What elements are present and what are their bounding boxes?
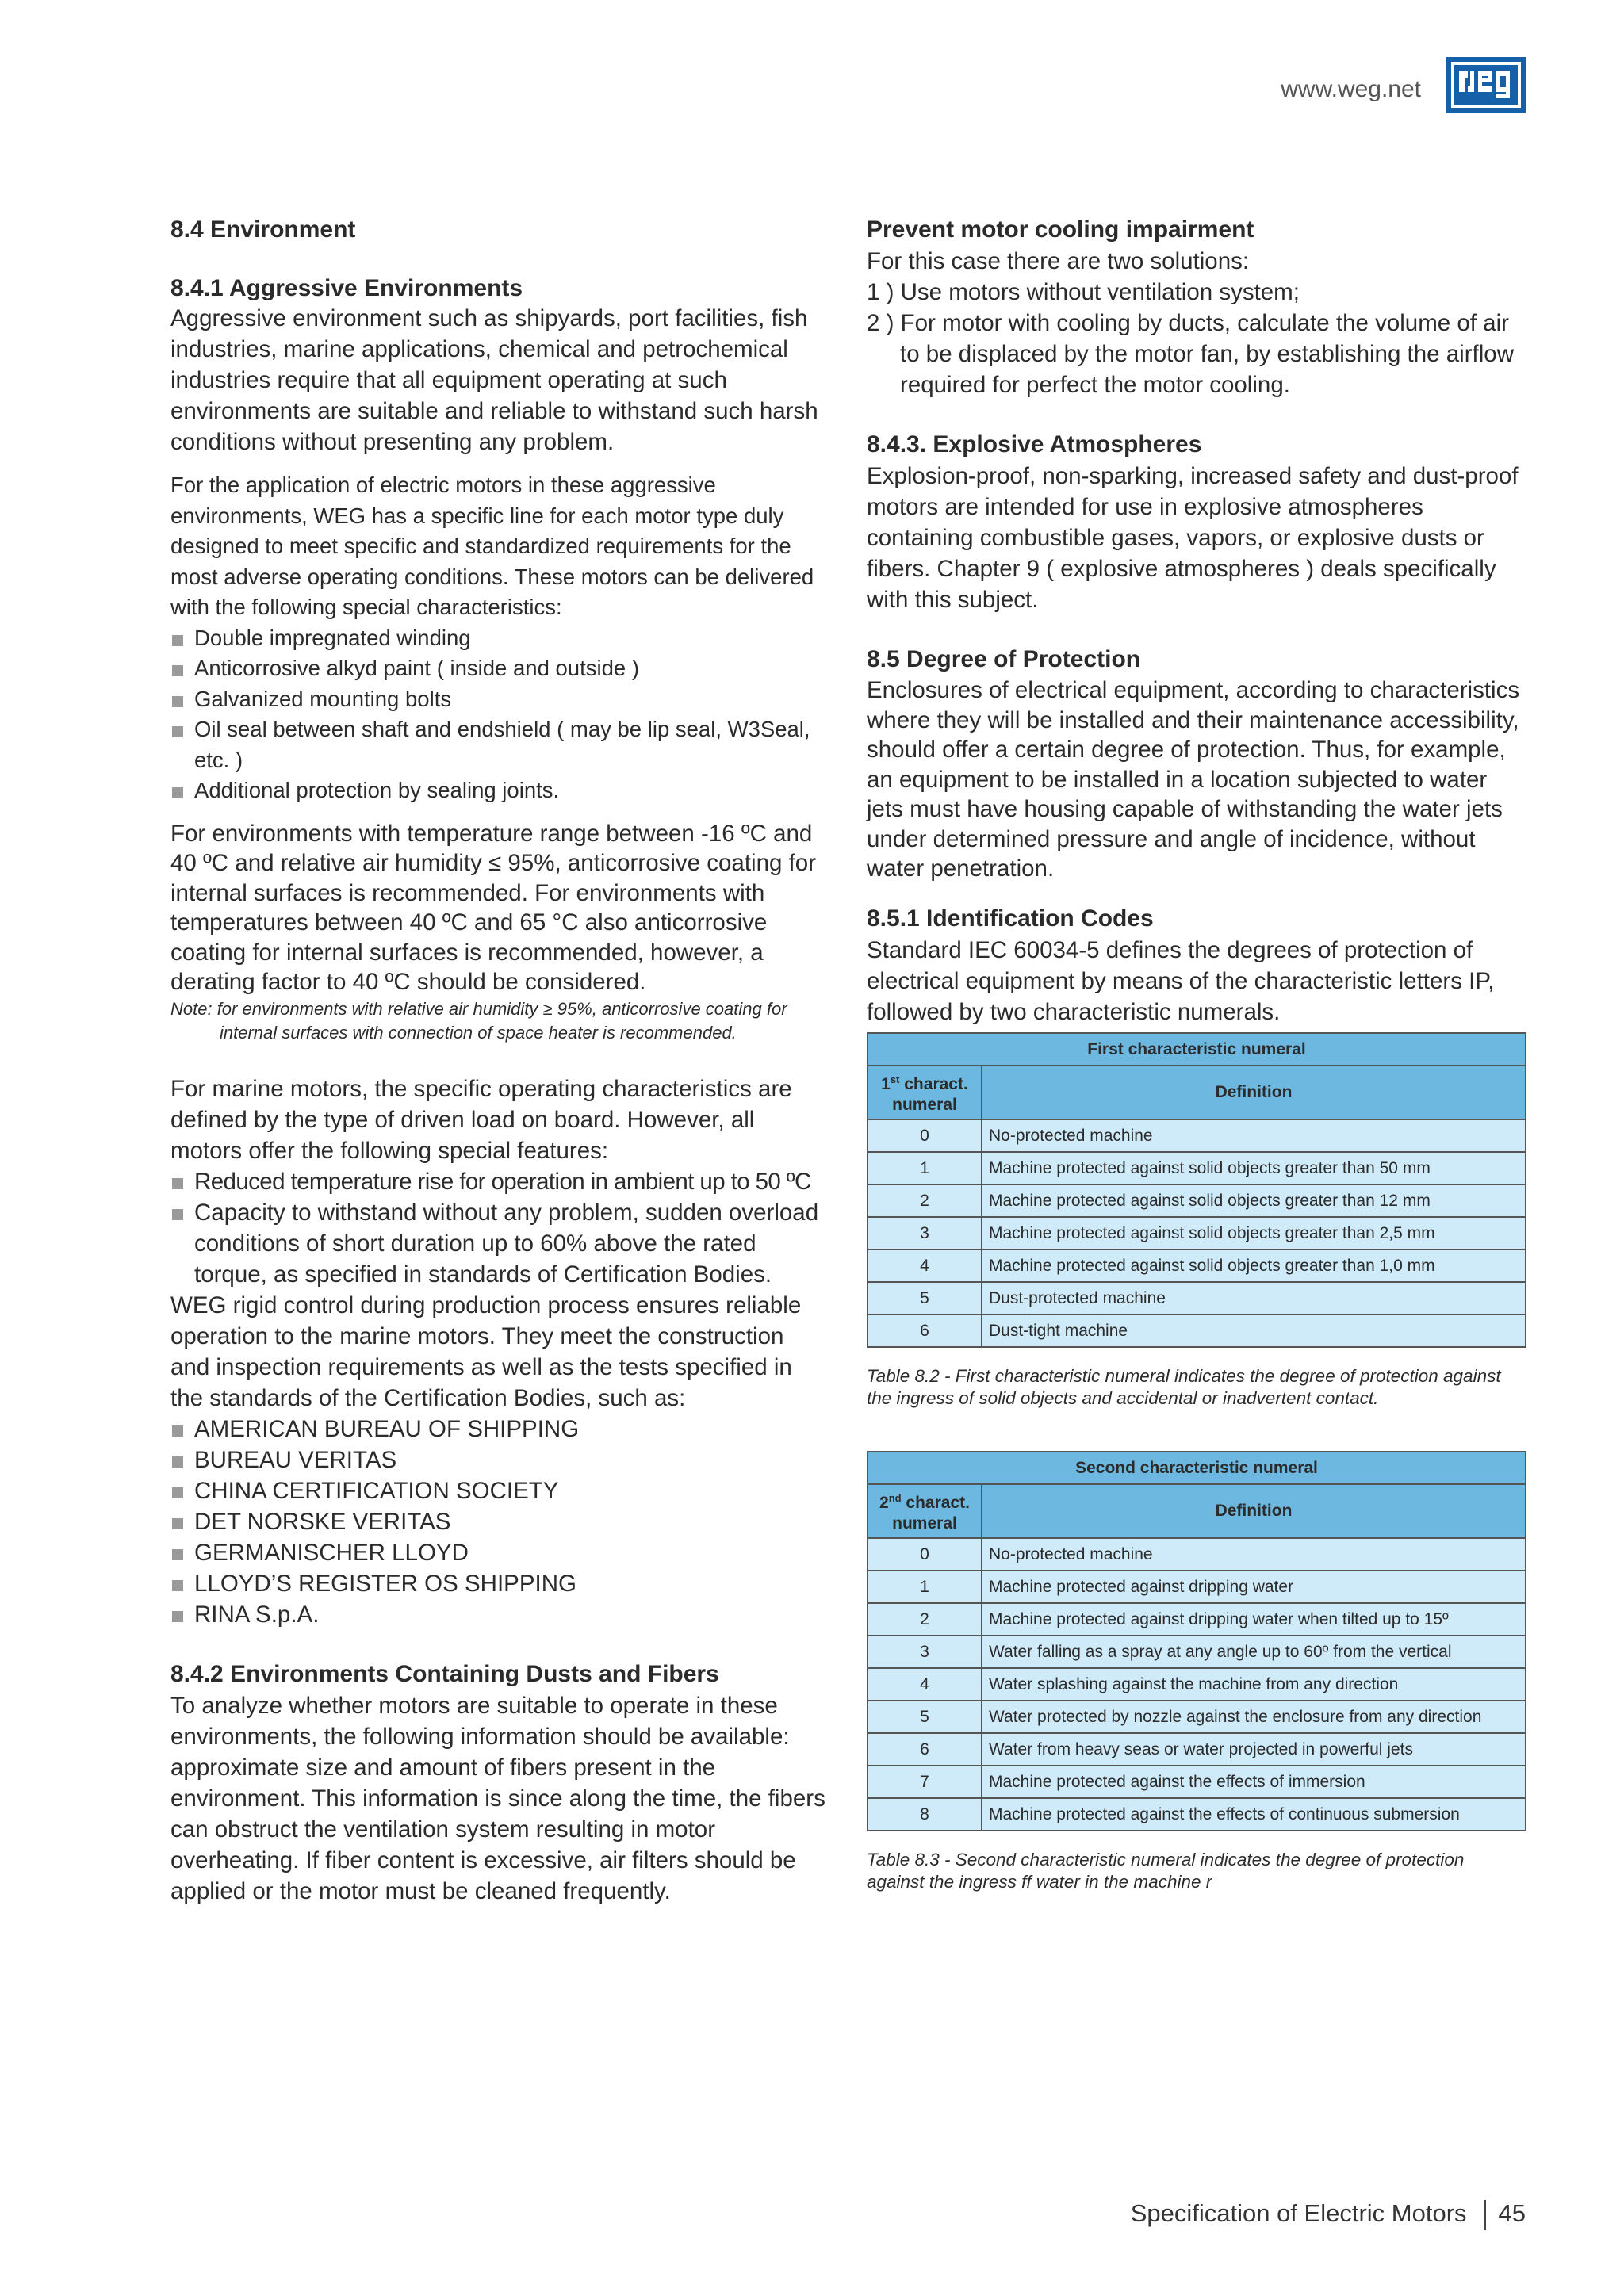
list-item: 2 ) For motor with cooling by ducts, calculate the volume of air to be displaced by the motor fan, by establishing the airflow required for perfect the motor cooling. [867,310,1515,398]
list-item: BUREAU VERITAS [170,1445,829,1475]
table-row: 4 Machine protected against solid objects greater than 1,0 mm [868,1249,1526,1282]
humidity-note [170,997,829,1045]
table-row: 7 Machine protected against the effects of immersion [868,1766,1526,1798]
table-row: 1 Machine protected against dripping water [868,1571,1526,1603]
paragraph-protection: Enclosures of electrical equipment, according to characteristics where they will be installed and their maintenance accessibility, should offer a certain degree of protection. Thus, for example, an equipment to be installed in a location subjected to water jets must have housing capable of withstanding the water jets under determined pressure and angle of incidence, without water penetration. [867,677,1520,882]
paragraph-cooling: For this case there are two solutions: [867,248,1250,274]
paragraph-application: For the application of electric motors in these aggressive environments, WEG has a specific line for each motor type duly designed to meet specific and standardized requirements for the most adverse operating conditions. These motors can be delivered with the following special characteristics: [170,473,814,619]
left-column [170,214,829,1907]
table-caption-8-2: Table 8.2 - First characteristic numeral indicates the degree of protection against the ingress of solid objects and accidental or inadvertent contact. [867,1365,1501,1408]
certification-bodies-list [170,1414,829,1630]
footer-title: Specification of Electric Motors [1130,2199,1467,2227]
note-line-2: internal surfaces with connection of space heater is recommended. [220,1022,737,1043]
table-row: 3 Machine protected against solid objects greater than 2,5 mm [868,1217,1526,1249]
table-row: 6 Dust-tight machine [868,1314,1526,1347]
table-row: 0 No-protected machine [868,1538,1526,1571]
table-row: 5 Dust-protected machine [868,1282,1526,1314]
table-row: 4 Water splashing against the machine from any direction [868,1668,1526,1701]
page-footer [1031,2199,1526,2230]
section-heading-aggressive: 8.4.1 Aggressive Environments [170,275,523,301]
website-url: www.weg.net [1281,76,1421,102]
table-row: 2 Machine protected against dripping water when tilted up to 15º [868,1603,1526,1636]
special-characteristics-list [170,623,829,806]
list-item: 1 ) Use motors without ventilation system; [867,279,1300,305]
section-heading-cooling: Prevent motor cooling impairment [867,216,1254,243]
table-row: 6 Water from heavy seas or water projected in powerful jets [868,1733,1526,1766]
list-item: GERMANISCHER LLOYD [170,1537,829,1568]
section-heading-explosive: 8.4.3. Explosive Atmospheres [867,431,1202,457]
column-header-definition: Definition [982,1484,1526,1538]
list-item: Double impregnated winding [170,623,829,654]
footer-divider [1484,2200,1486,2230]
table-caption-8-3: Table 8.3 - Second characteristic numeral indicates the degree of protection against the ingress ff water in the machine r [867,1849,1465,1892]
paragraph-dusts: To analyze whether motors are suitable to operate in these environments, the following information should be available: approximate size and amount of fibers present in the environment. This information is since along the time, the fibers can obstruct the ventilation system resulting in motor overheating. If fiber content is excessive, air filters should be applied or the motor must be cleaned frequently. [170,1692,825,1904]
table-title: First characteristic numeral [868,1033,1526,1066]
second-numeral-table [867,1451,1526,1831]
table-row: 5 Water protected by nozzle against the enclosure from any direction [868,1701,1526,1733]
column-header-numeral: 1st charact. numeral [868,1066,982,1119]
list-item: Capacity to withstand without any problem, sudden overload conditions of short duration up to 60% above the rated torque, as specified in standards of Certification Bodies. [170,1197,829,1290]
list-item: AMERICAN BUREAU OF SHIPPING [170,1414,829,1445]
list-item: Anticorrosive alkyd paint ( inside and outside ) [170,653,829,684]
paragraph-explosive: Explosion-proof, non-sparking, increased safety and dust-proof motors are intended for use in explosive atmospheres containing combustible gases, vapors, or explosive dusts or fibers. Chapter 9 ( explosive atmospheres ) deals specifically with this subject. [867,463,1519,613]
paragraph-marine: For marine motors, the specific operating characteristics are defined by the type of driven load on board. However, all motors offer the following special features: [170,1075,792,1164]
weg-logo [1446,57,1526,113]
paragraph-aggressive: Aggressive environment such as shipyards, port facilities, fish industries, marine applications, chemical and petrochemical industries require that all equipment operating at such environments are suitable and reliable to withstand such harsh conditions without presenting any problem. [170,305,818,455]
section-heading-environment: 8.4 Environment [170,216,356,243]
paragraph-control: WEG rigid control during production process ensures reliable operation to the marine motors. They meet the construction and inspection requirements as well as the tests specified in the standards of the Certification Bodies, such as: [170,1292,802,1411]
paragraph-temperature: For environments with temperature range between -16 ºC and 40 ºC and relative air humidity ≤ 95%, anticorrosive coating for internal surfaces is recommended. For environments with temperatures between 40 ºC and 65 °C also anticorrosive coating for internal surfaces is recommended, however, a derating factor to 40 ºC should be considered. [170,820,817,995]
cooling-solutions-list [867,277,1526,400]
list-item: Additional protection by sealing joints. [170,775,829,806]
section-heading-protection: 8.5 Degree of Protection [867,646,1141,672]
paragraph-identification: Standard IEC 60034-5 defines the degrees of protection of electrical equipment by means of the characteristic letters IP, followed by two characteristic numerals. [867,936,1495,1025]
section-heading-identification: 8.5.1 Identification Codes [867,905,1154,932]
list-item: DET NORSKE VERITAS [170,1506,829,1537]
list-item: Reduced temperature rise for operation in ambient up to 50 ºC [170,1166,829,1197]
page-number: 45 [1498,2199,1526,2227]
first-numeral-table [867,1032,1526,1348]
table-row: 1 Machine protected against solid objects greater than 50 mm [868,1152,1526,1184]
list-item: LLOYD’S REGISTER OS SHIPPING [170,1568,829,1599]
list-item: CHINA CERTIFICATION SOCIETY [170,1475,829,1506]
column-header-definition: Definition [982,1066,1526,1119]
marine-features-list [170,1166,829,1290]
list-item: RINA S.p.A. [170,1599,829,1630]
table-row: 0 No-protected machine [868,1119,1526,1152]
table-title: Second characteristic numeral [868,1452,1526,1484]
note-line-1: Note: for environments with relative air humidity ≥ 95%, anticorrosive coating for [170,998,787,1019]
right-column [867,214,1526,1893]
section-heading-dusts: 8.4.2 Environments Containing Dusts and Fibers [170,1660,719,1687]
table-row: 2 Machine protected against solid objects greater than 12 mm [868,1184,1526,1217]
column-header-numeral: 2nd charact. numeral [868,1484,982,1538]
list-item: Galvanized mounting bolts [170,684,829,715]
table-row: 8 Machine protected against the effects of continuous submersion [868,1798,1526,1831]
table-row: 3 Water falling as a spray at any angle up to 60º from the vertical [868,1636,1526,1668]
list-item: Oil seal between shaft and endshield ( may be lip seal, W3Seal, etc. ) [170,714,829,775]
